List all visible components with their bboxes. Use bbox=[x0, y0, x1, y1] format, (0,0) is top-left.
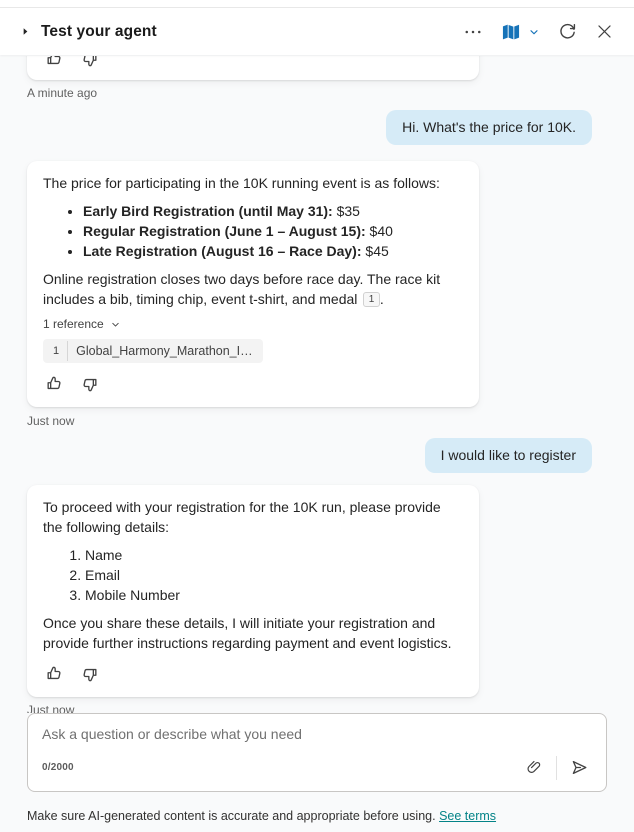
price-list-item: • Early Bird Registration (until May 31): $35 bbox=[83, 201, 463, 221]
map-dropdown-button[interactable] bbox=[524, 22, 544, 42]
detail-list-item: 2. Email bbox=[85, 565, 463, 585]
character-counter: 0/2000 bbox=[42, 762, 74, 773]
thumbs-up-button[interactable] bbox=[43, 56, 65, 70]
thumbs-down-button[interactable] bbox=[79, 663, 101, 685]
chevron-down-icon bbox=[110, 319, 121, 330]
thumbs-up-icon bbox=[44, 374, 64, 394]
timestamp: Just now bbox=[27, 703, 75, 713]
chevron-down-icon bbox=[528, 26, 540, 38]
bot-message-intro: The price for participating in the 10K running event is as follows: bbox=[43, 175, 440, 191]
user-message-bubble: I would like to register bbox=[425, 438, 592, 473]
price-list-item: • Regular Registration (June 1 – August 15): $40 bbox=[83, 221, 463, 241]
attach-file-button[interactable] bbox=[521, 754, 548, 781]
thumbs-up-button[interactable] bbox=[43, 663, 65, 685]
citation-badge[interactable]: 1 bbox=[363, 292, 380, 307]
send-icon bbox=[569, 757, 590, 778]
panel-title: Test your agent bbox=[41, 22, 157, 40]
panel-top-edge bbox=[0, 0, 634, 8]
registration-details-list bbox=[43, 545, 463, 605]
ellipsis-icon bbox=[463, 22, 483, 42]
map-view-button[interactable] bbox=[496, 17, 526, 47]
thumbs-up-button[interactable] bbox=[43, 373, 65, 395]
reference-chip[interactable]: 1 Global_Harmony_Marathon_I… bbox=[43, 339, 263, 363]
send-message-button[interactable] bbox=[565, 753, 594, 782]
test-agent-header bbox=[0, 8, 634, 55]
bot-message-card bbox=[27, 485, 479, 697]
feedback-row bbox=[43, 663, 463, 685]
thumbs-down-icon bbox=[80, 664, 100, 684]
bot-message-card-partial bbox=[27, 56, 479, 80]
refresh-icon bbox=[557, 21, 578, 42]
thumbs-down-button[interactable] bbox=[79, 373, 101, 395]
detail-list-item: 1. Name bbox=[85, 545, 463, 565]
close-panel-button[interactable] bbox=[591, 18, 618, 45]
expand-panel-button[interactable] bbox=[18, 24, 33, 39]
refresh-button[interactable] bbox=[553, 17, 582, 46]
composer-divider bbox=[556, 756, 557, 780]
paperclip-icon bbox=[525, 758, 544, 777]
thumbs-up-icon bbox=[44, 664, 64, 684]
chevron-right-icon bbox=[20, 26, 31, 37]
bot-message-outro: Once you share these details, I will initiate your registration and provide further instructions regarding payment and event logistics. bbox=[43, 615, 452, 651]
chat-transcript bbox=[0, 56, 634, 713]
bot-message-intro: To proceed with your registration for the 10K run, please provide the following details: bbox=[43, 499, 441, 535]
thumbs-down-icon bbox=[80, 374, 100, 394]
feedback-row bbox=[43, 373, 463, 395]
composer-bottom-row bbox=[42, 753, 594, 782]
price-list bbox=[43, 201, 463, 261]
bot-message-outro: Online registration closes two days before race day. The race kit includes a bib, timing chip, event t-shirt, and medal 1 . bbox=[43, 271, 441, 307]
thumbs-up-icon bbox=[44, 56, 64, 69]
more-options-button[interactable] bbox=[459, 18, 487, 46]
user-message-row bbox=[27, 438, 607, 473]
message-composer bbox=[27, 713, 607, 792]
message-input[interactable] bbox=[28, 714, 606, 756]
feedback-row bbox=[43, 56, 101, 70]
see-terms-link[interactable]: See terms bbox=[439, 809, 497, 823]
references-toggle[interactable]: 1 reference bbox=[43, 317, 121, 331]
map-icon bbox=[500, 21, 522, 43]
thumbs-down-icon bbox=[80, 56, 100, 69]
ai-disclaimer: Make sure AI-generated content is accurate and appropriate before using. See terms bbox=[27, 809, 497, 823]
price-list-item: • Late Registration (August 16 – Race Day): $45 bbox=[83, 241, 463, 261]
user-message-row bbox=[27, 110, 607, 145]
bot-message-card bbox=[27, 161, 479, 407]
detail-list-item: 3. Mobile Number bbox=[85, 585, 463, 605]
user-message-bubble: Hi. What's the price for 10K. bbox=[386, 110, 592, 145]
timestamp: Just now bbox=[27, 414, 75, 428]
timestamp: A minute ago bbox=[27, 86, 98, 100]
close-icon bbox=[595, 22, 614, 41]
thumbs-down-button[interactable] bbox=[79, 56, 101, 70]
map-view-group bbox=[496, 17, 544, 47]
